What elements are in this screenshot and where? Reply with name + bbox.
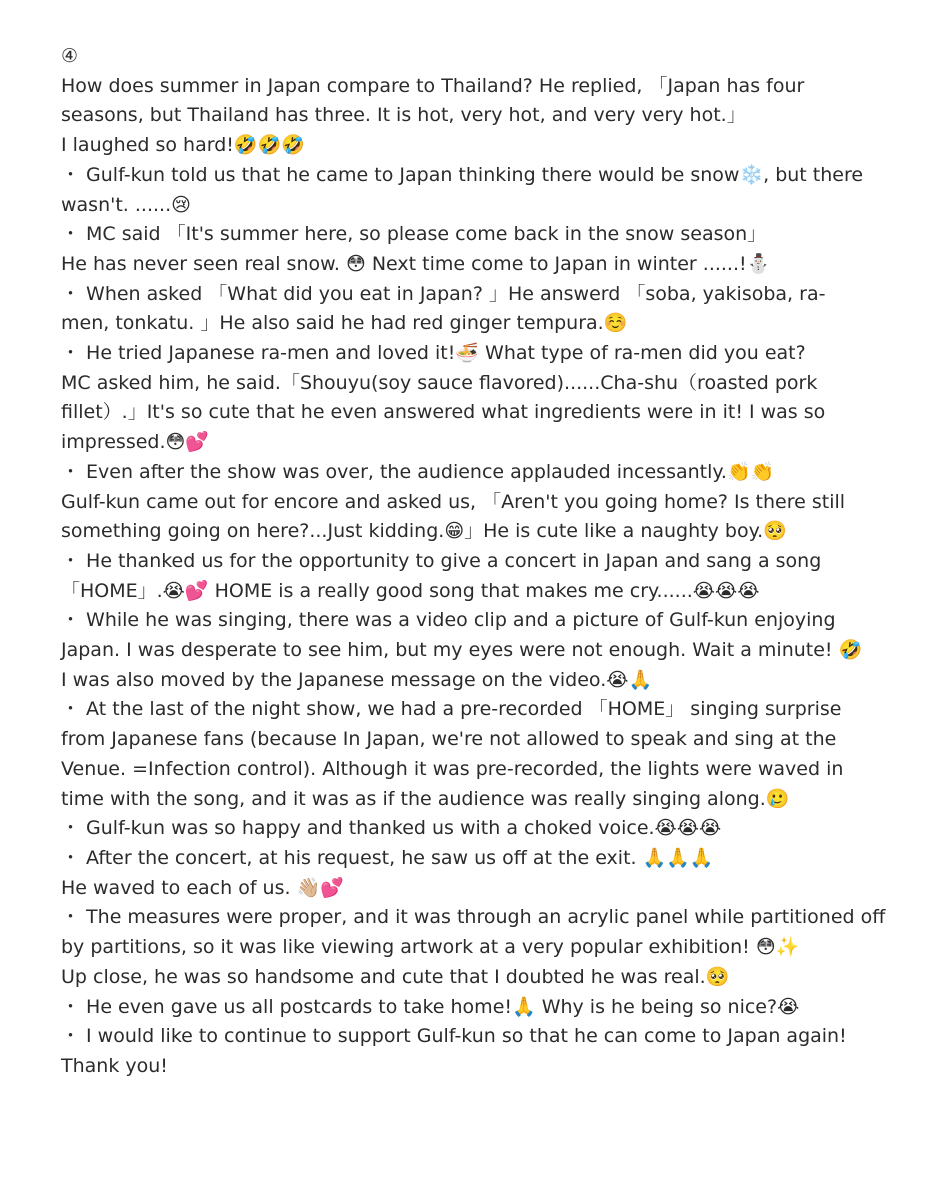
note-line: men, tonkatu. 」He also said he had red ginger tempura.☺️ — [61, 312, 628, 335]
note-line: something going on here?...Just kidding.😁」He is cute like a naughty boy.🥺 — [61, 520, 787, 543]
note-line: wasn't. ......😢 — [61, 193, 191, 216]
note-line: Japan. I was desperate to see him, but my eyes were not enough. Wait a minute! 🤣 — [61, 639, 863, 662]
note-line: 「HOME」.😭💕 HOME is a really good song that makes me cry......😭😭😭 — [61, 579, 760, 602]
note-line: ・ He tried Japanese ra-men and loved it!🍜 What type of ra-men did you eat? — [61, 342, 806, 365]
note-line: ・ He thanked us for the opportunity to give a concert in Japan and sang a song — [61, 549, 822, 572]
note-line: ④ — [61, 45, 79, 67]
note-line: MC asked him, he said.「Shouyu(soy sauce flavored)......Cha-shu（roasted pork — [61, 371, 818, 394]
note-line: from Japanese fans (because In Japan, we're not allowed to speak and sing at the — [61, 728, 837, 751]
note-line: time with the song, and it was as if the audience was really singing along.🥲 — [61, 787, 790, 810]
note-line: ・ Even after the show was over, the audience applauded incessantly.👏👏 — [61, 460, 775, 483]
note-line: Up close, he was so handsome and cute that I doubted he was real.🥺 — [61, 965, 730, 988]
note-line: by partitions, so it was like viewing artwork at a very popular exhibition! 😳✨ — [61, 936, 800, 959]
note-line: ・ While he was singing, there was a video clip and a picture of Gulf-kun enjoying — [61, 609, 836, 632]
note-line: ・ Gulf-kun was so happy and thanked us with a choked voice.😭😭😭 — [61, 817, 722, 840]
note-line: fillet）.」It's so cute that he even answered what ingredients were in it! I was so — [61, 401, 826, 424]
note-line: Gulf-kun came out for encore and asked us, 「Aren't you going home? Is there still — [61, 490, 846, 513]
note-line: Venue. =Infection control). Although it was pre-recorded, the lights were waved in — [61, 757, 844, 780]
note-line: ・ Gulf-kun told us that he came to Japan thinking there would be snow❄️, but there — [61, 163, 864, 186]
note-line: impressed.😳💕 — [61, 431, 209, 454]
note-line: I was also moved by the Japanese message on the video.😭🙏 — [61, 668, 653, 691]
note-body — [61, 42, 886, 1082]
note-line: ・ MC said 「It's summer here, so please come back in the snow season」 — [61, 223, 767, 246]
note-line: ・ The measures were proper, and it was through an acrylic panel while partitioned off — [61, 906, 886, 929]
note-line: ・ I would like to continue to support Gulf-kun so that he can come to Japan again! — [61, 1025, 847, 1048]
note-line: I laughed so hard!🤣🤣🤣 — [61, 134, 305, 157]
note-line: ・ He even gave us all postcards to take home!🙏 Why is he being so nice?😭 — [61, 995, 800, 1018]
note-line: seasons, but Thailand has three. It is hot, very hot, and very very hot.」 — [61, 104, 746, 127]
note-line: He waved to each of us. 👋🏼💕 — [61, 876, 344, 899]
note-line: He has never seen real snow. 😳 Next time come to Japan in winter ......!⛄ — [61, 252, 771, 275]
note-line: ・ When asked 「What did you eat in Japan? 」He answerd 「soba, yakisoba, ra- — [61, 282, 826, 305]
note-line: ・ At the last of the night show, we had a pre-recorded 「HOME」 singing surprise — [61, 698, 842, 721]
note-line: How does summer in Japan compare to Thailand? He replied, 「Japan has four — [61, 74, 805, 97]
note-line: Thank you! — [61, 1054, 168, 1077]
note-line: ・ After the concert, at his request, he saw us off at the exit. 🙏🙏🙏 — [61, 846, 714, 869]
